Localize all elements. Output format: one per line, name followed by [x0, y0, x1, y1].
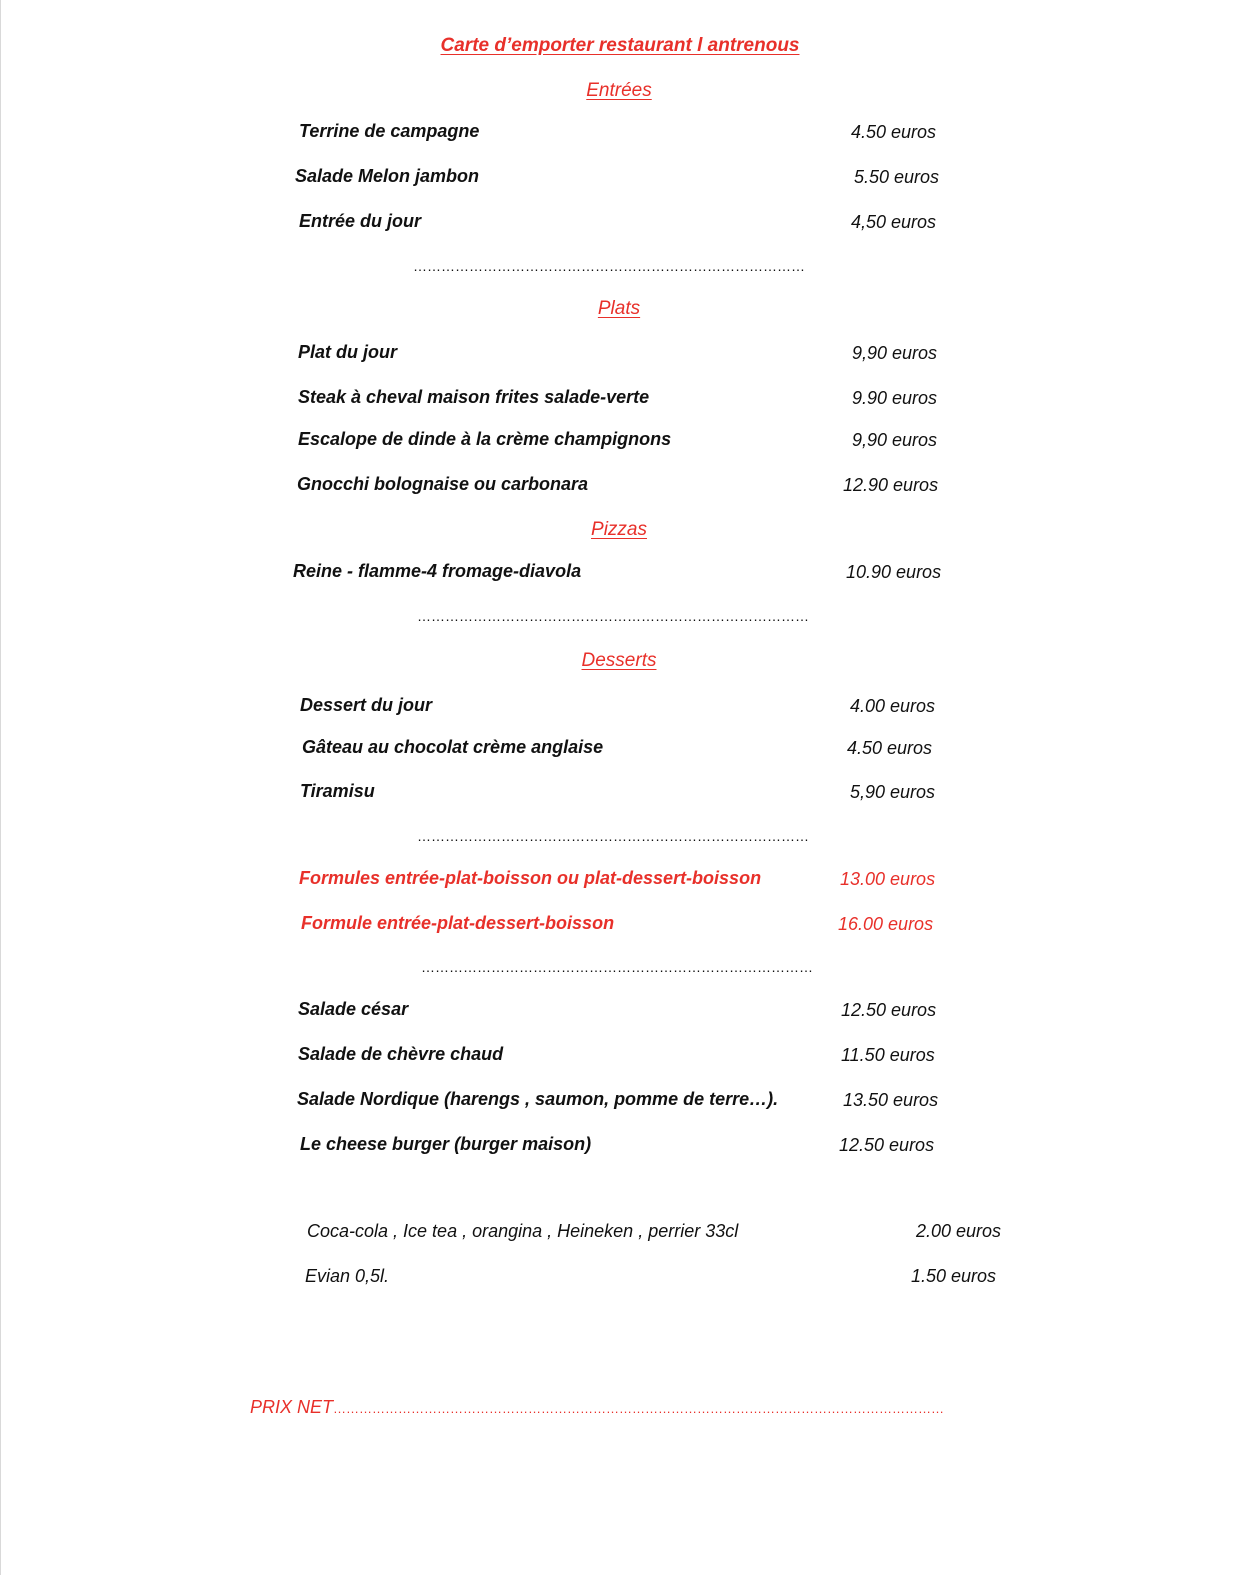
- menu-item-name: Reine - flamme-4 fromage-diavola: [293, 561, 582, 581]
- menu-item-price: 13.50 euros: [843, 1090, 939, 1110]
- dotted-separator: …………………………………………………………………………: [417, 609, 809, 623]
- menu-item-price: 11.50 euros: [841, 1045, 935, 1065]
- menu-item-name: Escalope de dinde à la crème champignons: [298, 429, 672, 449]
- section-heading-entrees: Entrées: [586, 80, 652, 101]
- menu-item-price: 12.50 euros: [839, 1135, 935, 1155]
- menu-item-name: Salade de chèvre chaud: [298, 1044, 504, 1064]
- menu-item-name: Dessert du jour: [300, 695, 433, 715]
- menu-item-name: Salade Nordique (harengs , saumon, pomme de terre…).: [297, 1089, 779, 1109]
- menu-item-name: Terrine de campagne: [299, 121, 480, 141]
- menu-item-price: 12.50 euros: [841, 1000, 937, 1020]
- dotted-separator: …………………………………………………………………………: [421, 960, 813, 974]
- formule-price: 16.00 euros: [838, 914, 934, 934]
- section-heading-desserts: Desserts: [581, 650, 657, 671]
- menu-item-name: Tiramisu: [300, 781, 375, 801]
- menu-item-price: 5,90 euros: [850, 782, 936, 802]
- menu-item-name: Entrée du jour: [299, 211, 422, 231]
- menu-item-price: 9,90 euros: [852, 430, 938, 450]
- formule-name: Formule entrée-plat-dessert-boisson: [301, 913, 615, 933]
- menu-item-price: 4,50 euros: [851, 212, 937, 232]
- drink-name: Coca-cola , Ice tea , orangina , Heineken , perrier 33cl: [307, 1221, 739, 1241]
- formule-name: Formules entrée-plat-boisson ou plat-dessert-boisson: [299, 868, 762, 888]
- section-heading-plats: Plats: [597, 298, 641, 319]
- menu-item-price: 5.50 euros: [854, 167, 940, 187]
- menu-item-price: 9.90 euros: [852, 388, 938, 408]
- menu-item-name: Salade césar: [298, 999, 409, 1019]
- menu-item-name: Steak à cheval maison frites salade-verte: [298, 387, 650, 407]
- menu-item-price: 9,90 euros: [852, 343, 938, 363]
- section-heading-pizzas: Pizzas: [591, 519, 647, 540]
- menu-item-price: 10.90 euros: [846, 562, 942, 582]
- menu-item-price: 4.50 euros: [847, 738, 933, 758]
- drink-name: Evian 0,5l.: [305, 1266, 390, 1286]
- menu-item-price: 12.90 euros: [843, 475, 939, 495]
- dotted-separator: …………………………………………………………………………: [413, 259, 805, 273]
- menu-item-name: Gnocchi bolognaise ou carbonara: [297, 474, 589, 494]
- footer-dots: ……………………………………………………………………………………………………………………………: [333, 1401, 945, 1416]
- footer-label: PRIX NET: [250, 1398, 334, 1416]
- footer-prix-net: [250, 1398, 990, 1416]
- menu-item-name: Gâteau au chocolat crème anglaise: [302, 737, 604, 757]
- dotted-separator: …………………………………………………………………………: [417, 829, 809, 843]
- menu-item-name: Salade Melon jambon: [295, 166, 480, 186]
- drink-price: 1.50 euros: [911, 1266, 997, 1286]
- drink-price: 2.00 euros: [916, 1221, 1002, 1241]
- menu-item-price: 4.00 euros: [850, 696, 936, 716]
- formule-price: 13.00 euros: [840, 869, 936, 889]
- menu-item-price: 4.50 euros: [851, 122, 937, 142]
- menu-title: Carte d’emporter restaurant l antrenous: [440, 35, 800, 56]
- menu-item-name: Le cheese burger (burger maison): [300, 1134, 592, 1154]
- menu-item-name: Plat du jour: [298, 342, 397, 362]
